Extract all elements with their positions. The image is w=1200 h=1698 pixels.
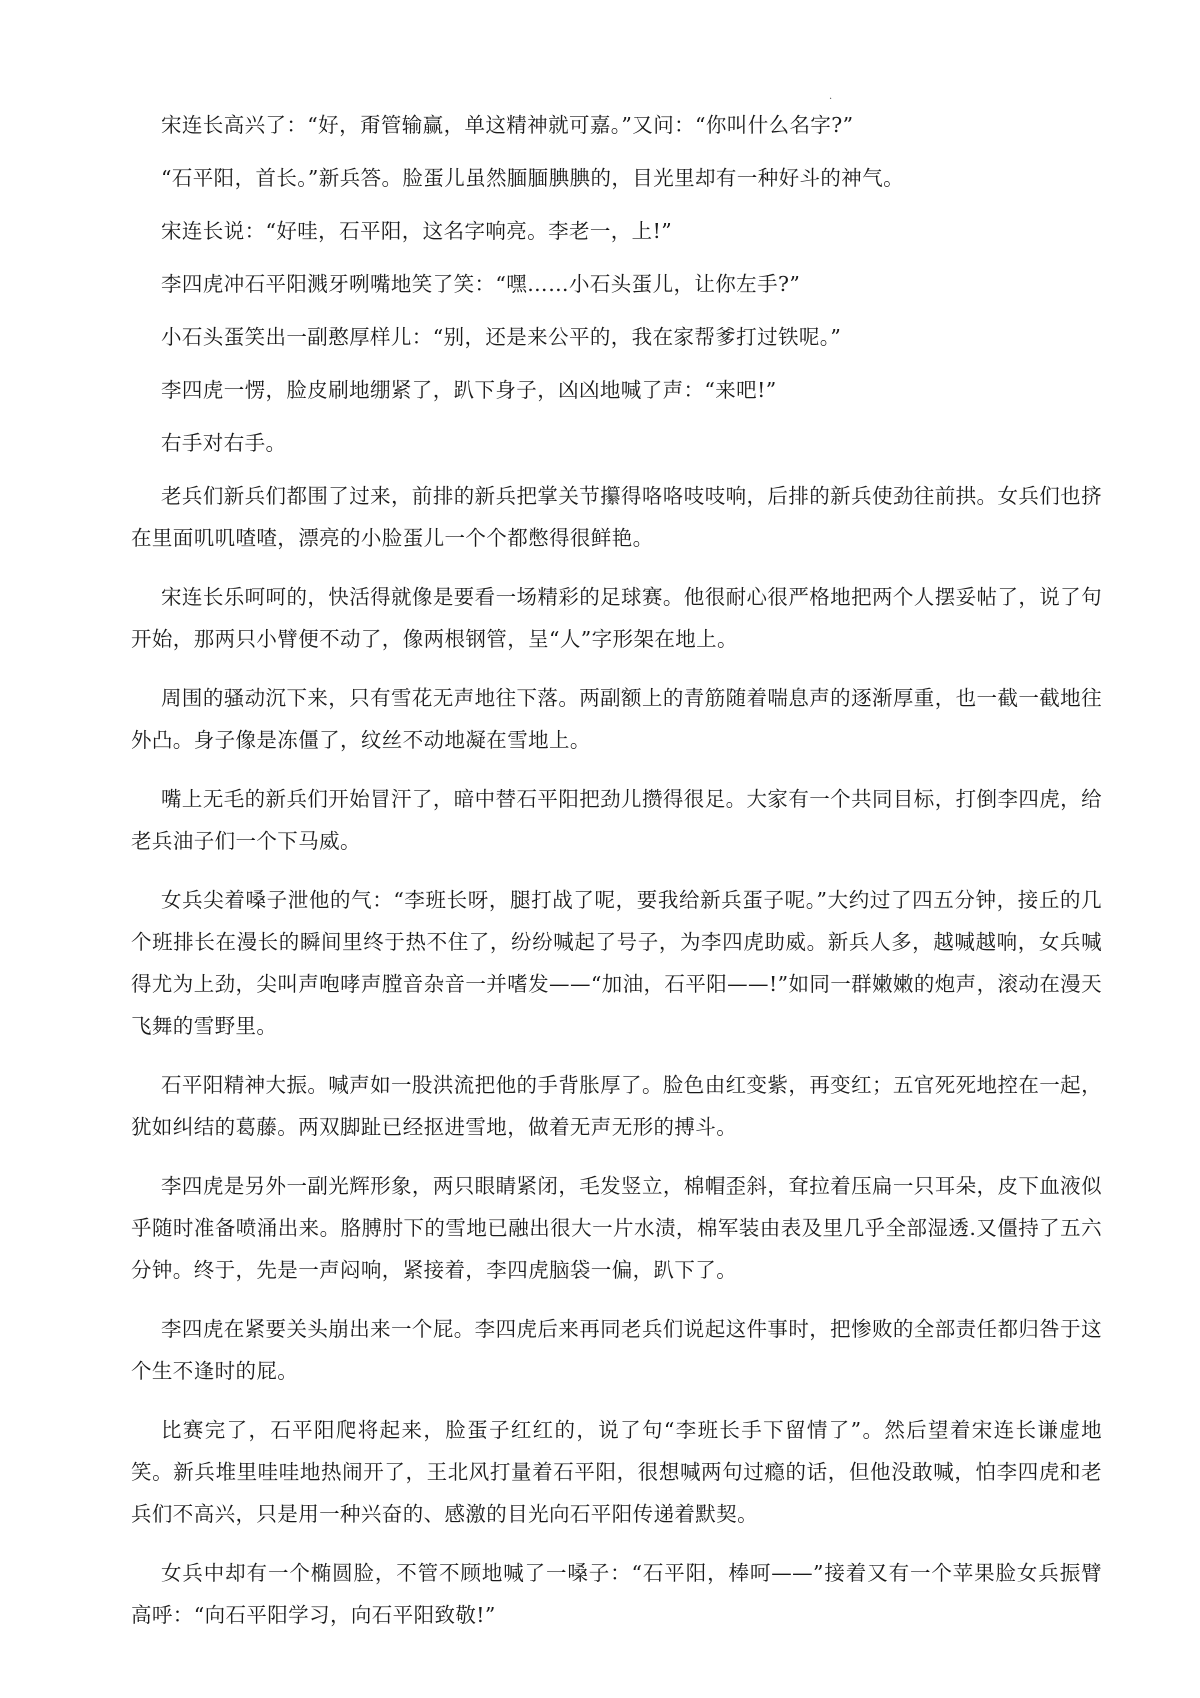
paragraph-14: 李四虎是另外一副光辉形象，两只眼睛紧闭，毛发竖立，棉帽歪斜，耷拉着压扁一只耳朵，皮下血液似乎随时准备喷涌出来。胳膊肘下的雪地已融出很大一片水渍，棉军装由表及里几乎全部湿透.又僵持了五六分钟。终于，先是一声闷响，紧接着，李四虎脑袋一偏，趴下了。 [131, 1174, 1102, 1282]
paragraph-15: 李四虎在紧要关头崩出来一个屁。李四虎后来再同老兵们说起这件事时，把惨败的全部责任都归咎于这个生不逢时的屁。 [131, 1317, 1102, 1383]
paragraph-6: 李四虎一愣，脸皮刷地绷紧了，趴下身子，凶凶地喊了声：“来吧!” [161, 378, 777, 402]
paragraph-8: 老兵们新兵们都围了过来，前排的新兵把掌关节攥得咯咯吱吱响，后排的新兵使劲往前拱。女兵们也挤在里面叽叽喳喳，漂亮的小脸蛋儿一个个都憋得很鲜艳。 [131, 484, 1102, 550]
paragraph-17: 女兵中却有一个椭圆脸，不管不顾地喊了一嗓子：“石平阳，棒呵——”接着又有一个苹果脸女兵振臂高呼：“向石平阳学习，向石平阳致敬!” [131, 1561, 1102, 1627]
paragraph-3: 宋连长说：“好哇，石平阳，这名字响亮。李老一，上!” [161, 219, 673, 243]
paragraph-5: 小石头蛋笑出一副憨厚样儿：“别，还是来公平的，我在家帮爹打过铁呢。” [161, 325, 842, 349]
paragraph-9: 宋连长乐呵呵的，快活得就像是要看一场精彩的足球赛。他很耐心很严格地把两个人摆妥帖了，说了句开始，那两只小臂便不动了，像两根钢管，呈“人”字形架在地上。 [131, 585, 1102, 651]
paragraph-11: 嘴上无毛的新兵们开始冒汗了，暗中替石平阳把劲儿攒得很足。大家有一个共同目标，打倒李四虎，给老兵油子们一个下马威。 [131, 787, 1102, 853]
paragraph-4: 李四虎冲石平阳溅牙咧嘴地笑了笑：“嘿……小石头蛋儿，让你左手?” [161, 272, 801, 296]
paragraph-16: 比赛完了，石平阳爬将起来，脸蛋子红红的，说了句“李班长手下留情了”。然后望着宋连长谦虚地笑。新兵堆里哇哇地热闹开了，王北风打量着石平阳，很想喊两句过瘾的话，但他没敢喊，怕李四虎和老兵们不高兴，只是用一种兴奋的、感激的目光向石平阳传递着默契。 [131, 1418, 1102, 1526]
paragraph-12: 女兵尖着嗓子泄他的气：“李班长呀，腿打战了呢，要我给新兵蛋子呢。”大约过了四五分钟，接丘的几个班排长在漫长的瞬间里终于热不住了，纷纷喊起了号子，为李四虎助威。新兵人多，越喊越响，女兵喊得尤为上劲，尖叫声咆哮声膛音杂音一并嗜发——“加油，石平阳——!”如同一群嫩嫩的炮声，滚动在漫天飞舞的雪野里。 [131, 888, 1102, 1038]
paragraph-10: 周围的骚动沉下来，只有雪花无声地往下落。两副额上的青筋随着喘息声的逐渐厚重，也一截一截地往外凸。身子像是冻僵了，纹丝不动地凝在雪地上。 [131, 686, 1102, 752]
paragraph-7: 右手对右手。 [161, 431, 287, 455]
paragraph-1: 宋连长高兴了：“好，甭管输赢，单这精神就可嘉。”又问：“你叫什么名字?” [161, 113, 854, 137]
header-corner-mark: . [829, 91, 833, 102]
paragraph-2: “石平阳，首长。”新兵答。脸蛋儿虽然腼腼腆腆的，目光里却有一种好斗的神气。 [161, 166, 905, 190]
paragraph-13: 石平阳精神大振。喊声如一股洪流把他的手背胀厚了。脸色由红变紫，再变红；五官死死地控在一起，犹如纠结的葛藤。两双脚趾已经抠进雪地，做着无声无形的搏斗。 [131, 1073, 1102, 1139]
